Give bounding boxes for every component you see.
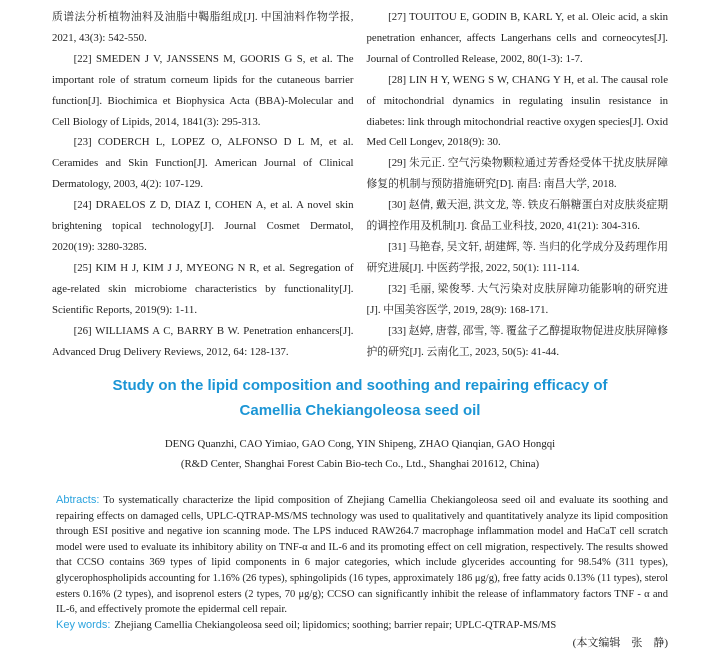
reference-entry: [29] 朱元正. 空气污染物颗粒通过芳香烃受体干扰皮肤屏障修复的机制与预防措施研究[D]. 南昌: 南昌大学, 2018.: [366, 157, 668, 191]
reference-entry: [26] WILLIAMS A C, BARRY B W. Penetration enhancers[J]. Advanced Drug Delivery Reviews, 2012, 64: 128-137.: [52, 324, 354, 358]
reference-entry: [28] LIN H Y, WENG S W, CHANG Y H, et al. The causal role of mitochondrial dynamics in regulating insulin resistance in diabetes: link through mitochondrial reactive oxygen species[J]. Oxid Med Cell Longev, 2018(9): 30.: [366, 73, 668, 149]
reference-entry: [31] 马艳春, 吴文轩, 胡建辉, 等. 当归的化学成分及药理作用研究进展[J]. 中医药学报, 2022, 50(1): 111-114.: [366, 240, 668, 274]
references-column-left: [52, 7, 354, 363]
article-title-line1: Study on the lipid composition and soothing and repairing efficacy of: [112, 377, 608, 394]
keywords-text: Zhejiang Camellia Chekiangoleosa seed oil; lipidomics; soothing; barrier repair; UPLC-QTRAP-MS/MS: [114, 619, 557, 631]
reference-entry: [32] 毛丽, 梁俊琴. 大气污染对皮肤屏障功能影响的研究进[J]. 中国美容医学, 2019, 28(9): 168-171.: [366, 282, 668, 316]
editor-note: (本文编辑 张 静): [572, 637, 668, 650]
abstract-paragraph: [56, 493, 668, 618]
abstract-label: Abtracts:: [56, 494, 100, 506]
article-title: [52, 373, 668, 423]
reference-entry: 质谱法分析植物油料及油脂中鞨脂组成[J]. 中国油料作物学报, 2021, 43(3): 542-550.: [52, 11, 354, 44]
reference-entry: [27] TOUITOU E, GODIN B, KARL Y, et al. Oleic acid, a skin penetration enhancer, affects Langerhans cells and corneocytes[J]. Journal of Controlled Release, 2002, 80(1-3): 1-7.: [366, 11, 668, 65]
reference-entry: [22] SMEDEN J V, JANSSENS M, GOORIS G S, et al. The important role of stratum corneum lipids for the cutaneous barrier function[J]. Biochimica et Biophysica Acta (BBA)-Molecular and Cell Biology of Lipids, 2014, 1841(3): 295-313.: [52, 52, 354, 128]
abstract-text: To systematically characterize the lipid composition of Zhejiang Camellia Chekiangoleosa seed oil and evaluate its soothing and repairing effects on damaged cells, UPLC-QTRAP-MS/MS technology was used to qualitatively and quantitatively analyze its lipid composition through ESI positive and negative ion scanning mode. The LPS induced RAW264.7 macrophage inflammation model and HaCaT cell scratch model were used to evaluate its inhibitory ability on TNF-α and IL-6 and its promoting effect on cell migration, respectively. The results showed that CCSO contains 369 types of lipid components in 6 major categories, which include glycerides accounting for 98.54% (311 types), glycerophospholipids accounting for 1.16% (26 types), sphingolipids (16 types, approximately 186 μg/g), free fatty acids 0.13% (11 types), sterol esters 0.16% (2 types), and isoprenol esters (2 types, 70 μg/g); CCSO can significantly inhibit the release of inflammatory factors TNF - α and IL-6, and effectively promote the epidermal cell repair.: [56, 495, 668, 616]
references-section: [52, 7, 668, 363]
abstract-section: [56, 493, 668, 650]
affiliation-line: (R&D Center, Shanghai Forest Cabin Bio-tech Co., Ltd., Shanghai 201612, China): [180, 458, 540, 470]
article-title-line2: Camellia Chekiangoleosa seed oil: [239, 402, 481, 419]
reference-entry: [25] KIM H J, KIM J J, MYEONG N R, et al. Segregation of age-related skin microbiome characteristics by functionality[J]. Scientific Reports, 2019(9): 1-11.: [52, 261, 354, 316]
reference-entry: [33] 赵婷, 唐蓉, 邵雪, 等. 覆盆子乙醇提取物促进皮肤屏障修护的研究[J]. 云南化工, 2023, 50(5): 41-44.: [366, 324, 668, 358]
authors-line: DENG Quanzhi, CAO Yimiao, GAO Cong, YIN Shipeng, ZHAO Qianqian, GAO Hongqi: [164, 438, 556, 450]
reference-entry: [23] CODERCH L, LOPEZ O, ALFONSO D L M, et al. Ceramides and Skin Function[J]. American Journal of Clinical Dermatology, 2003, 4(2): 107-129.: [52, 136, 354, 191]
keywords-paragraph: [56, 618, 668, 634]
reference-entry: [30] 赵倩, 戴天浥, 洪文龙, 等. 铁皮石斛糖蛋白对皮肤炎症期的调控作用及机制[J]. 食品工业科技, 2020, 41(21): 304-316.: [366, 199, 668, 233]
keywords-label: Key words:: [56, 618, 111, 631]
references-column-right: [367, 7, 669, 363]
reference-entry: [24] DRAELOS Z D, DIAZ I, COHEN A, et al. A novel skin brightening topical technology[J]. Journal Cosmet Dermatol, 2020(19): 3280-3285.: [52, 199, 354, 253]
